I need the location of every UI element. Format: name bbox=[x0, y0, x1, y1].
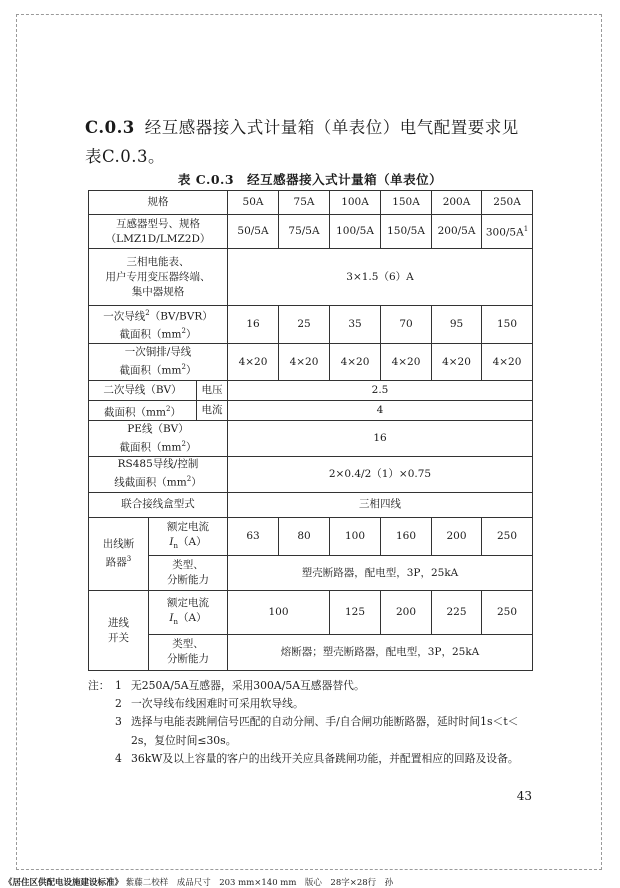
primary-wire-row bbox=[89, 305, 533, 343]
type-label-line-2: 分断能力 bbox=[167, 653, 209, 666]
rs485-label-line-1: RS485导线/控制 bbox=[117, 458, 199, 471]
header-col: 250A bbox=[482, 191, 533, 215]
squared-sup: 2 bbox=[181, 439, 186, 448]
table-cell: 160 bbox=[381, 517, 432, 555]
note-item bbox=[88, 750, 538, 768]
outlet-type-row bbox=[89, 556, 533, 591]
table-cell: 35 bbox=[330, 305, 381, 343]
table-cell: 200 bbox=[432, 517, 482, 555]
meter-label-line-3: 集中器规格 bbox=[131, 285, 185, 298]
note-text: 36kW及以上容量的客户的出线开关应具备跳闸功能，并配置相应的回路及设备。 bbox=[131, 751, 519, 765]
close-paren: ） bbox=[185, 441, 197, 454]
note-ref-3: 3 bbox=[126, 555, 132, 564]
busbar-area-label: 截面积（mm bbox=[119, 364, 182, 377]
note-ref-1: 1 bbox=[523, 225, 529, 234]
close-paren: ） bbox=[191, 476, 202, 489]
inlet-type-row bbox=[89, 634, 533, 670]
header-col: 100A bbox=[330, 191, 381, 215]
note-text: 一次导线布线困难时可采用软导线。 bbox=[131, 697, 304, 711]
footer-info: 紫藤二校样 成品尺寸 203 mm×140 mm 版心 28字×28行 孙 bbox=[123, 878, 394, 888]
primary-wire-label-text: 一次导线 bbox=[103, 310, 146, 323]
table-cell: 4×20 bbox=[381, 343, 432, 380]
table-cell: 225 bbox=[432, 591, 482, 634]
transformer-row bbox=[89, 215, 533, 249]
meter-label-line-1: 三相电能表、 bbox=[126, 255, 190, 268]
junction-value: 三相四线 bbox=[228, 492, 533, 517]
pe-area-label: 截面积（mm bbox=[119, 441, 182, 454]
close-paren: ） bbox=[185, 364, 197, 377]
type-label bbox=[149, 634, 228, 670]
squared-sup: 2 bbox=[186, 475, 192, 484]
outlet-breaker-label bbox=[89, 517, 149, 590]
pe-label bbox=[89, 421, 228, 456]
table-cell: 4×20 bbox=[432, 343, 482, 380]
meter-row bbox=[89, 249, 533, 305]
header-col: 50A bbox=[228, 191, 279, 215]
header-spec-label: 规格 bbox=[89, 191, 228, 215]
table-cell: 150 bbox=[482, 305, 533, 343]
header-col: 75A bbox=[279, 191, 330, 215]
table-cell: 25 bbox=[279, 305, 330, 343]
close-paren: ） bbox=[185, 328, 197, 341]
table-cell: 63 bbox=[228, 517, 279, 555]
table-cell: 200 bbox=[381, 591, 432, 634]
busbar-label-line-1: 一次铜排/导线 bbox=[124, 346, 192, 359]
outlet-label-line-1: 出线断 bbox=[102, 538, 135, 551]
table-cell: 100 bbox=[228, 591, 330, 634]
table-cell: 4×20 bbox=[228, 343, 279, 380]
note-number: 4 bbox=[115, 751, 122, 765]
type-label-line-2: 分断能力 bbox=[167, 574, 209, 587]
table-cell: 75/5A bbox=[279, 215, 330, 249]
footer-title: 《居住区供配电设施建设标准》 bbox=[4, 878, 124, 888]
table-cell bbox=[482, 215, 533, 249]
table-cell: 70 bbox=[381, 305, 432, 343]
primary-wire-label bbox=[89, 305, 228, 343]
table-cell: 100 bbox=[330, 517, 381, 555]
junction-label: 联合接线盒型式 bbox=[89, 492, 228, 517]
pe-label-line-1: PE线（BV） bbox=[127, 422, 189, 435]
voltage-value: 2.5 bbox=[228, 381, 533, 401]
table-header-row bbox=[89, 191, 533, 215]
note-item bbox=[88, 713, 538, 749]
current-value: 4 bbox=[228, 401, 533, 421]
note-text: 选择与电能表跳闸信号匹配的自动分闸、手/自合闸功能断路器，延时时间1s＜t＜2s，复位时间≤30s。 bbox=[131, 715, 519, 747]
table-cell: 250 bbox=[482, 517, 533, 555]
pe-row bbox=[89, 421, 533, 456]
table-cell: 4×20 bbox=[279, 343, 330, 380]
inlet-label-line-1: 进线 bbox=[108, 616, 129, 629]
close-paren: ） bbox=[170, 406, 181, 419]
table-cell: 125 bbox=[330, 591, 381, 634]
table-cell: 4×20 bbox=[330, 343, 381, 380]
meter-value: 3×1.5（6）A bbox=[228, 249, 533, 305]
note-number: 2 bbox=[115, 697, 122, 711]
squared-sup: 2 bbox=[181, 327, 186, 336]
inlet-label-line-2: 开关 bbox=[108, 631, 129, 644]
table-caption: 表 C.0.3 经互感器接入式计量箱（单表位） bbox=[177, 172, 443, 187]
in-sub: n bbox=[173, 617, 179, 626]
current-label: 电流 bbox=[197, 401, 228, 421]
rated-current-line-1: 额定电流 bbox=[167, 596, 209, 609]
print-footer bbox=[4, 876, 616, 888]
busbar-label bbox=[89, 343, 228, 380]
note-text: 无250A/5A互感器，采用300A/5A互感器替代。 bbox=[131, 679, 365, 692]
in-sub: n bbox=[173, 541, 179, 550]
transformer-label-line-2: （LMZ1D/LMZ2D） bbox=[105, 232, 211, 245]
outlet-type-value: 塑壳断路器，配电型，3P，25kA bbox=[228, 556, 533, 591]
note-item bbox=[88, 695, 538, 713]
rs485-area-label: 线截面积（mm bbox=[114, 476, 187, 489]
secondary-voltage-row bbox=[89, 381, 533, 401]
inlet-type-value: 熔断器；塑壳断路器，配电型，3P，25kA bbox=[228, 634, 533, 670]
rs485-row bbox=[89, 456, 533, 492]
secondary-current-row bbox=[89, 401, 533, 421]
notes-lead: 注： bbox=[88, 679, 110, 692]
secondary-wire-label: 二次导线（BV） bbox=[89, 381, 197, 401]
section-number: C.0.3 bbox=[85, 118, 135, 137]
in-symbol: I bbox=[169, 535, 174, 548]
meter-label-line-2: 用户专用变压器终端、 bbox=[105, 270, 211, 283]
type-label bbox=[149, 556, 228, 591]
table-notes bbox=[88, 677, 538, 768]
primary-wire-type: （BV/BVR） bbox=[149, 310, 213, 323]
in-symbol: I bbox=[169, 611, 174, 624]
section-area-text: 截面积（mm bbox=[104, 406, 166, 419]
primary-wire-area-label: 截面积（mm bbox=[119, 328, 182, 341]
note-ref-2: 2 bbox=[145, 308, 150, 317]
meter-label bbox=[89, 249, 228, 305]
table-cell: 250 bbox=[482, 591, 533, 634]
transformer-label-line-1: 互感器型号、规格 bbox=[116, 217, 200, 230]
table-cell: 16 bbox=[228, 305, 279, 343]
header-col: 200A bbox=[432, 191, 482, 215]
busbar-row bbox=[89, 343, 533, 380]
outlet-label-line-2: 路器 bbox=[105, 556, 127, 569]
note-number: 3 bbox=[115, 715, 122, 729]
rated-current-unit: （A） bbox=[178, 535, 207, 548]
rs485-value: 2×0.4/2（1）×0.75 bbox=[228, 456, 533, 492]
spec-table bbox=[88, 190, 533, 671]
pe-value: 16 bbox=[228, 421, 533, 456]
inlet-switch-label bbox=[89, 591, 149, 671]
voltage-label: 电压 bbox=[197, 381, 228, 401]
table-cell: 100/5A bbox=[330, 215, 381, 249]
table-cell: 150/5A bbox=[381, 215, 432, 249]
table-cell: 80 bbox=[279, 517, 330, 555]
table-cell: 4×20 bbox=[482, 343, 533, 380]
rated-current-unit: （A） bbox=[178, 611, 207, 624]
inlet-current-row bbox=[89, 591, 533, 634]
rated-current-line-1: 额定电流 bbox=[167, 520, 209, 533]
table-cell: 95 bbox=[432, 305, 482, 343]
table-cell: 200/5A bbox=[432, 215, 482, 249]
table-cell: 50/5A bbox=[228, 215, 279, 249]
header-col: 150A bbox=[381, 191, 432, 215]
section-heading bbox=[85, 113, 545, 171]
squared-sup: 2 bbox=[165, 404, 171, 413]
heading-line-1: 经互感器接入式计量箱（单表位）电气配置要求见 bbox=[144, 118, 519, 137]
page-number: 43 bbox=[516, 789, 532, 803]
rated-current-label bbox=[149, 517, 228, 555]
outlet-current-row bbox=[89, 517, 533, 555]
heading-line-2: 表C.0.3。 bbox=[85, 147, 166, 166]
rated-current-label bbox=[149, 591, 228, 634]
type-label-line-1: 类型、 bbox=[172, 638, 204, 651]
section-area-label bbox=[89, 401, 197, 421]
squared-sup: 2 bbox=[181, 363, 186, 372]
transformer-label bbox=[89, 215, 228, 249]
note-number: 1 bbox=[115, 679, 122, 692]
type-label-line-1: 类型、 bbox=[172, 559, 204, 572]
rs485-label bbox=[89, 456, 228, 492]
junction-row bbox=[89, 492, 533, 517]
note-item bbox=[88, 677, 538, 695]
transformer-last-value: 300/5A bbox=[485, 226, 524, 239]
